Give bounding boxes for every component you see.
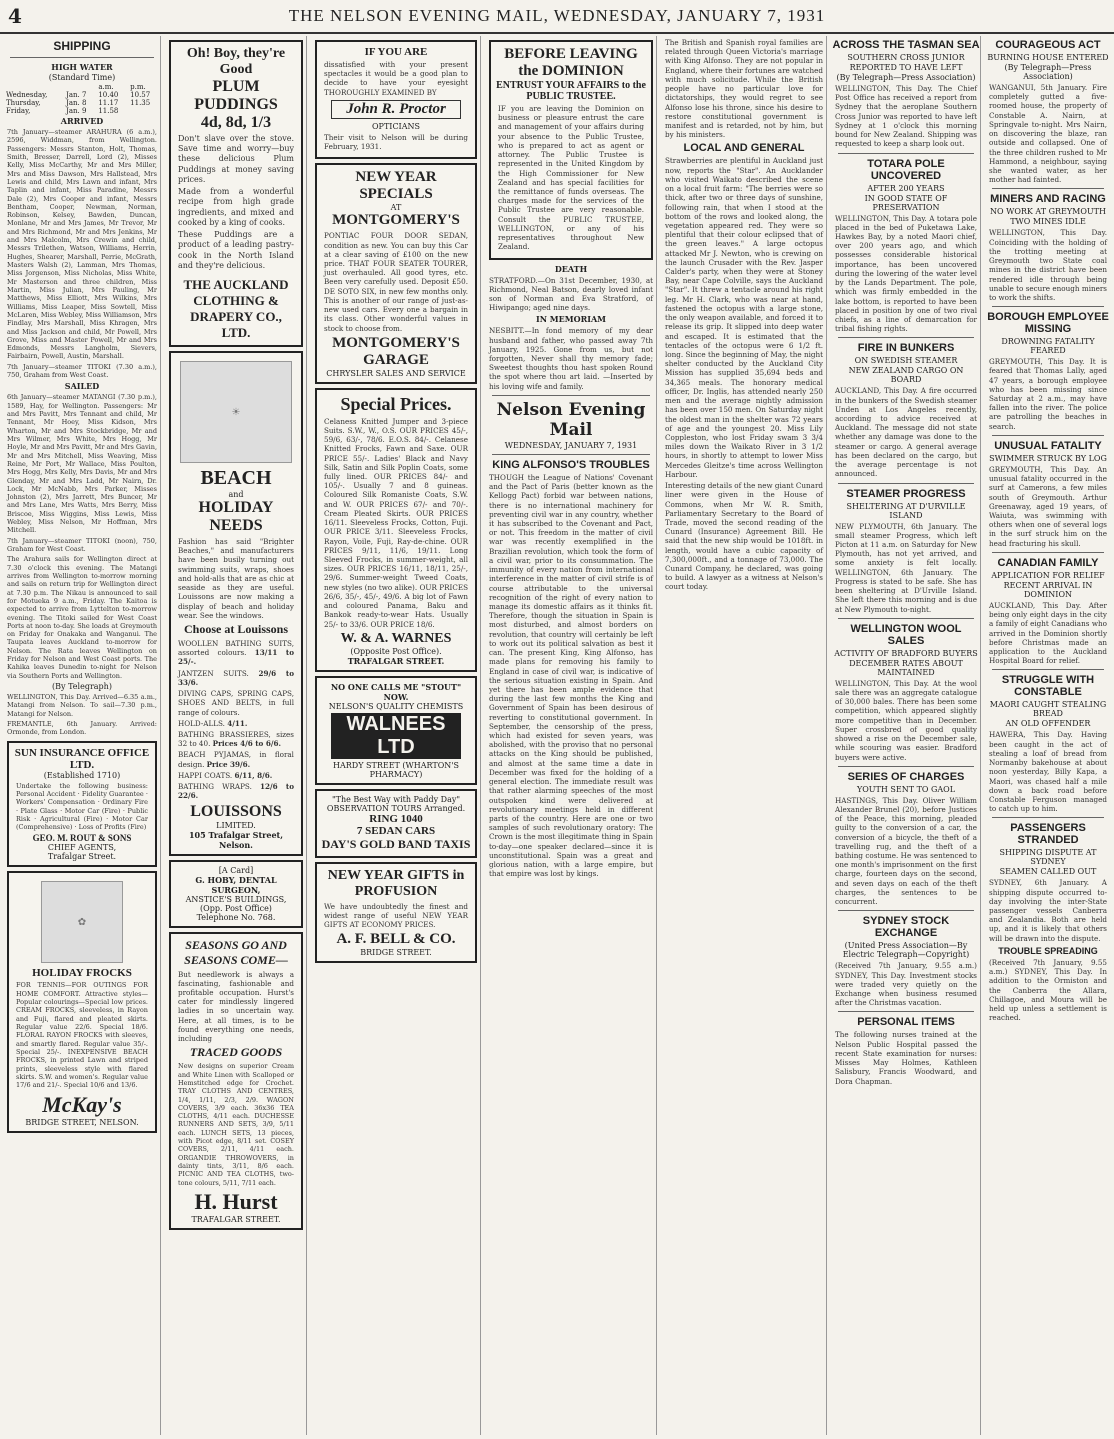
- plum-pudding-ad: [169, 40, 303, 347]
- sun-agents: CHIEF AGENTS,: [47, 843, 117, 853]
- courage-text: WANGANUI, 5th January. Fire completely gutted a five-roomed house, the property of Constable A. Nairn, at Springvale to-night. Mrs Nairn, on discovering the blaze, ran outside and collapsed. One of the three children rushed to Mr Hammond, a neighbour, saying she wanted water, as her mother had fainted.: [989, 83, 1107, 185]
- no-one-headline: NO ONE CALLS ME "STOUT" NOW.: [330, 681, 462, 702]
- totara-text: WELLINGTON, This Day. A totara pole placed in the bed of Puketawa Lake, Hawkes Bay, by a noted Maori chief, over 200 years ago, and which possesses considerable historical importance, has been uncovered during the lowering of the water level by the Lands Department. The pole, which was firmly embedded in the lake bottom, is reported to have been placed in position by one of two rival chiefs, as a line of demarcation for tribal fishing rights.: [835, 213, 977, 334]
- hurst-logo: H. Hurst: [194, 1188, 278, 1214]
- personal-text: The following nurses trained at the Nelson Public Hospital passed the recent State examination for nurses: Misses May Holmes, Kathleen Salisbury, Francis Woodward, and Dora Chapman.: [835, 1030, 977, 1086]
- montgomery-text: PONTIAC FOUR DOOR SEDAN, condition as new. You can buy this Car at a clear saving of £100 on the new price. THAT FOUR SEATER TOURER, just overhauled. All good tyres, etc. Been very carefully used. Deposit £50. DE SOTO SIX, in new few months only. This is another of our range of just-as-new used cars. Every one a bargain in its class. Other wonderful values in stock to choose from.: [324, 231, 468, 333]
- unusual-sub: SWIMMER STRUCK BY LOG: [989, 453, 1107, 463]
- steamer-sub: SHELTERING AT D'URVILLE ISLAND: [846, 501, 966, 520]
- montgomery-garage: MONTGOMERY'S GARAGE: [332, 334, 460, 368]
- taxi-ad: [315, 789, 477, 858]
- nem-nameplate: Nelson Evening Mail: [496, 399, 646, 440]
- list-item: BATHING BRASSIERES, sizes 32 to 40. Prices 4/6 to 6/6.: [178, 729, 294, 749]
- before-leaving: BEFORE LEAVING the DOMINION: [504, 46, 638, 79]
- column-7: [986, 36, 1110, 1435]
- proctor-visit: Their visit to Nelson will be during February, 1931.: [324, 132, 468, 152]
- steamer-heading: STEAMER PROGRESS: [846, 487, 966, 500]
- ring-line: RING 1040: [369, 812, 423, 825]
- cunard-text: Interesting details of the new giant Cunard liner were given in the House of Commons, when Mr W. R. Smith, Parliamentary Secretary to the Board of Trade, moved the second reading of the Cunard (Insurance) Agreement Bill. He said that the new ship would be 1018ft. in length, would have a cubic capacity of 7,300,000ft., and a tonnage of 73,000. The Cunard Company, he declared, was going to build. A lawyer as a witness at Nelson's court today.: [665, 481, 824, 592]
- totara-sub-2: IN GOOD STATE OF PRESERVATION: [864, 193, 948, 212]
- sun-address: Trafalgar Street.: [47, 852, 117, 862]
- chrysler-line: CHRYSLER SALES AND SERVICE: [326, 368, 466, 378]
- sun-insurance-ad: [7, 741, 157, 868]
- traced-text: New designs on superior Cream and White Linen with Scalloped or Hemstitched edge for Crochet. TRAY CLOTHS AND CENTRES, 1/4, 1/11, 2/3, 2/9. WAGON COVERS, 3/9 each. 36x36 TEA CLOTHS, 4/11 each. DUCHESSE RUNNERS AND SETS, 3/9, 5/11 each. LUNCH SETS, 13 pieces, with Picot edge, 8/11 set. COSEY COVERS, 2/11, 4/11 each. ORGANDIE THROWOVERS, in dainty tints, 3/11, 8/6 each. PICNIC AND TEA CLOTHS, two-tone colours, 5/11, 7/11 each.: [178, 1062, 294, 1187]
- column-3: [312, 36, 481, 1435]
- tasman-sub-2: REPORTED TO HAVE LEFT: [849, 63, 963, 72]
- louissons-ltd: LIMITED.: [216, 820, 256, 830]
- sun-lines: Undertake the following business: Personal Accident · Fidelity Guarantee · Workers' Compensation · Ordinary Fire · Plate Glass · Motor Car (Fire) · Public Risk · Agricultural (Fire) · Motor Car (Comprehensive) · Loss of Profits (Fire): [16, 781, 148, 832]
- tasman-text: WELLINGTON, This Day. The Chief Post Office has received a report from Sydney that the aeroplane Southern Cross Junior was reported to have left Sydney at 1 o'clock this morning bound for New Zealand. Shipping was requested to keep a sharp look out.: [835, 84, 977, 149]
- wool-sub-2: DECEMBER RATES ABOUT MAINTAINED: [849, 658, 963, 677]
- totara-sub: AFTER 200 YEARS: [867, 183, 945, 193]
- tasman-heading: ACROSS THE TASMAN SEA: [832, 39, 980, 51]
- telegraph-line: (By Telegraph): [52, 682, 112, 691]
- bell-address: BRIDGE STREET.: [360, 948, 432, 958]
- canadian-sub: APPLICATION FOR RELIEF: [991, 570, 1105, 580]
- proctor-sub: OPTICIANS: [372, 121, 420, 131]
- mckay-ad: [7, 871, 157, 1132]
- hurst-address: TRAFALGAR STREET.: [191, 1214, 281, 1224]
- table-row: Friday, Jan. 9 11.58: [6, 107, 119, 115]
- wool-text: WELLINGTON, This Day. At the wool sale there was an aggregate catalogue of 30,000 bales. There has been some competition, which appeared slightly more competitive than in December. Super crossbred of good quality showed a rise on the December sale, while scouring was easier. Bradford buyers were active.: [835, 678, 977, 762]
- borough-text: GREYMOUTH, This Day. It is feared that Thomas Lally, aged 47 years, a borough employee who has been missing since Saturday at 2 a.m., may have fallen into the river. The police are patrolling the beaches in search.: [989, 357, 1107, 431]
- unusual-text: GREYMOUTH, This Day. An unusual fatality occurred in the surf at Camerons, a few miles south of Greymouth. Arthur Greenaway, aged 19 years, of Waiuta, was swimming with others when one of several logs in the surf struck him on the head fracturing his skull.: [989, 464, 1107, 548]
- bunkers-heading: FIRE IN BUNKERS: [857, 342, 955, 355]
- sydney-text: (Received 7th January, 9.55 a.m.) SYDNEY, This Day. Investment stocks were traded very quietly on the Exchange when business resumed after the Christmas vacation.: [835, 961, 977, 1008]
- hoby-building: ANSTICE'S BUILDINGS, (Opp. Post Office): [185, 894, 287, 913]
- wellington-shipping: WELLINGTON, This Day. Arrived—6.35 a.m., Matangi from Nelson. To sail—7.30 p.m., Matangi for Nelson.: [7, 693, 157, 718]
- wool-heading: WELLINGTON WOOL SALES: [850, 622, 962, 647]
- bunkers-text: AUCKLAND, This Day. A fire occurred in the bunkers of the Swedish steamer Unden at Los Angeles recently, according to advice received at Auckland. The message did not state whether any damage was done to the steamer or cargo. A general average has been declared on the cargo, but the average percentage is not announced.: [835, 386, 977, 479]
- steamer-text: NEW PLYMOUTH, 6th January. The small steamer Progress, which left Picton at 11 a.m. on Saturday for New Plymouth, has not yet arrived, and some anxiety is felt locally. WELLINGTON, 6th January. The Progress is stated to be safe. She has been sheltering at D'Urville Island. She left there this morning and is due at New Plymouth to-night.: [835, 521, 977, 614]
- pudding-headline: Oh! Boy, they're Good: [186, 46, 286, 77]
- walnees-logo: WALNEES LTD: [331, 713, 461, 759]
- courage-press: (By Telegraph—Press Association): [1004, 63, 1092, 81]
- pudding-price: 4d, 8d, 1/3: [200, 114, 272, 131]
- arrived-heading: ARRIVED: [60, 116, 104, 126]
- warnes-name: W. & A. WARNES: [340, 630, 452, 646]
- sydney-heading: SYDNEY STOCK EXCHANGE: [862, 915, 950, 940]
- death-text: STRATFORD.—On 31st December, 1930, at Richmond, Neal Batson, dearly loved infant son of Norman and Eva Stratford, of Hiwipango; aged nine days.: [489, 275, 653, 313]
- charges-sub: YOUTH SENT TO GAOL: [856, 784, 956, 794]
- bell-name: A. F. BELL & CO.: [336, 931, 456, 948]
- passengers-sub: SHIPPING DISPUTE AT SYDNEY: [999, 848, 1097, 867]
- press-line: (By Telegraph—Press Association): [836, 73, 976, 82]
- memoriam-heading: IN MEMORIAM: [535, 314, 607, 325]
- proctor-text: dissatisfied with your present spectacles it would be a good plan to decide to have your eyesight THOROUGHLY EXAMINED BY: [324, 60, 468, 97]
- louissons-address: 105 Trafalgar Street, Nelson.: [188, 829, 284, 850]
- passengers-heading: PASSENGERS STRANDED: [1010, 822, 1086, 847]
- shipping-heading: SHIPPING: [53, 39, 111, 53]
- canadian-sub-2: RECENT ARRIVAL IN DOMINION: [1003, 580, 1093, 599]
- card-label: [A Card]: [218, 865, 254, 875]
- beach-heading: BEACH: [200, 467, 272, 490]
- page-number: 4: [8, 4, 22, 28]
- masthead: [0, 0, 1114, 34]
- sun-est: (Established 1710): [43, 770, 121, 780]
- gifts-text: We have undoubtedly the finest and widest range of useful NEW YEAR GIFTS AT ECONOMY PRICES.: [324, 901, 468, 930]
- warnes-street: TRAFALGAR STREET.: [347, 655, 445, 666]
- passengers-sub-2: SEAMEN CALLED OUT: [999, 867, 1097, 877]
- mckay-logo: McKay's: [42, 1091, 122, 1117]
- struggle-heading: STRUGGLE WITH CONSTABLE: [1001, 674, 1095, 699]
- beach-illustration: ☀: [180, 361, 292, 463]
- pudding-text-2: Made from a wonderful recipe from high grade ingredients, and mixed and cooked by a king of cooks.: [178, 187, 294, 227]
- choose-heading: Choose at Louissons: [183, 622, 289, 637]
- charges-heading: SERIES OF CHARGES: [847, 770, 965, 783]
- holiday-frocks: HOLIDAY FROCKS: [32, 967, 132, 980]
- proctor-logo: John R. Proctor: [331, 100, 461, 119]
- list-item: DIVING CAPS, SPRING CAPS, SHOES AND BELTS, in full range of colours.: [178, 689, 294, 717]
- sailed-text: 6th January—steamer MATANGI (7.30 p.m.), 1589, Hay, for Wellington. Passengers: Mr and Mrs Pavitt, Mrs Tennant and child, Mr Tennant, Mr Hoey, Miss Kidson, Mrs Wharton, Mr and Mrs Stockbridge, Mr and Mrs Wilmer, Mrs White, Mrs Hogg, Mr Hoyle, Mr and Mrs Pavitt, Mr and Mrs Gavin, Mr and Mrs Mitchell, Miss Weaving, Miss Reine, Mr Port, Mr Wallace, Miss Poulton, Mrs Hogg, Mrs Kelly, Mrs Davis, Mr and Mrs Glenday, Mr and Mrs Ladd, Mr Nairn, Dr. Lock, Mr McNabb, Mrs Parker, Misses Johnston (2), Mrs Jarrett, Mrs Buncer, Mr and Mrs Lane, Mrs Watts, Mrs Berry, Miss Briscoe, Miss Wiggins, Miss Lewis, Miss Webley, Miss Nelson, Mr Hoffman, Mrs Mitchell.: [7, 393, 158, 535]
- louissons-items: [175, 639, 297, 801]
- trouble-heading: TROUBLE SPREADING: [998, 945, 1098, 956]
- local-general-text: Strawberries are plentiful in Auckland just now, reports the "Star". An Aucklander who visited Waikato described the scene on a local fruit farm: "The berries were so thick, after two or three days of sunshine, following rain, that when I stood at the bottom of the rows and looked along, the vegetation appeared red. They were so plentiful that their colour eclipsed that of the green leaves." A large octopus attacked Mr J. Newton, who is crewing on the launch Crusader with the Rev. Jasper Calder's party, when they were at Stoney Bay, near Cape Colville, says the Auckland "Star". It threw a tentacle around his right leg. Mr H. Clark, who was near at hand, fastened the octopus with a large stone, the only weapon available, and forced it to release its grip. It slipped into deep water and escaped. It is estimated that the tentacles of the octopus were 6 1/2 ft. long. Since the beginning of May, the night shelter conducted by the Auckland City Mission has supplied 35,694 beds and 34,365 meals. The honorary medical officer, Dr. Inglis, has attended nearly 250 men and the average nightly admission has been over 150 men. On Saturday night the oldest man in the shelter was 72 years of age and the youngest 20. Miss Lily Coppleston, who lost Friday swam 3 3/4 miles down the Waikato River in 3 1/2 hours, in shortly to attempt to lower Miss Mercedes Gleitze's time across Wellington Harbour.: [665, 156, 823, 479]
- mckay-address: BRIDGE STREET, NELSON.: [25, 1117, 139, 1127]
- montgomery-name: MONTGOMERY'S: [332, 212, 460, 229]
- special-prices: Special Prices.: [340, 393, 452, 414]
- king-alfonso-heading: KING ALFONSO'S TROUBLES: [492, 458, 650, 471]
- pudding-text: Don't slave over the stove. Save time and worry—buy these delicious Plum Puddings at money saving prices.: [178, 134, 294, 184]
- unusual-heading: UNUSUAL FATALITY: [994, 439, 1102, 452]
- and-word: and: [228, 490, 244, 500]
- bunkers-sub: ON SWEDISH STEAMER: [854, 356, 958, 366]
- miners-sub: NO WORK AT GREYMOUTH: [990, 207, 1106, 217]
- column-2: [166, 36, 307, 1435]
- sailed-heading: SAILED: [64, 381, 100, 392]
- bunkers-sub-2: NEW ZEALAND CARGO ON BOARD: [848, 366, 964, 385]
- bell-ad: [315, 862, 477, 964]
- montgomery-ad: [315, 163, 477, 383]
- list-item: HOLD-ALLS. 4/11.: [178, 718, 248, 728]
- gifts-heading: NEW YEAR GIFTS in PROFUSION: [327, 867, 465, 899]
- shipping-notes: The Arahura sails for Wellington direct at 7.30 o'clock this evening. The Matangi arrives from Wellington to-morrow morning and sails on return trip for Wellington direct at 7.30 p.m. The Nikau is announced to sail for Motueka 9 a.m., Friday. The Kaitoa is expected to arrive from Lyttelton to-morrow evening. The Titoki sailed for West Coast Ports at noon to-day. She loads at Greymouth on Friday for Onakaka and Wanganui. The Taupata leaves Auckland to-morrow for Nelson. The Rata leaves Wellington on Friday for Nelson and West Coast ports. The Kahika leaves Dunedin to-night for Nelson via Southern Ports and Wellington.: [7, 555, 157, 680]
- public-trustee-ad: [489, 40, 653, 260]
- sun-title: SUN INSURANCE OFFICE LTD.: [14, 746, 150, 771]
- hoby-telephone: Telephone No. 768.: [196, 912, 276, 922]
- personal-heading: PERSONAL ITEMS: [857, 1016, 955, 1029]
- sedan-line: 7 SEDAN CARS: [356, 824, 436, 837]
- walnees-sub: HARDY STREET (WHARTON'S PHARMACY): [333, 760, 459, 779]
- proctor-headline: IF YOU ARE: [364, 46, 428, 58]
- walnees-ad: [315, 676, 477, 785]
- table-row: Wednesday, Jan. 7 10.40 10.57: [6, 91, 151, 99]
- list-item: HAPPI COATS. 6/11, 8/6.: [178, 770, 273, 780]
- hoby-name: G. HOBY, DENTAL SURGEON,: [195, 874, 277, 895]
- dress-illustration: ✿: [41, 881, 123, 963]
- holiday-needs: HOLIDAY NEEDS: [198, 499, 274, 535]
- death-heading: DEATH: [554, 263, 588, 274]
- titoki-arrived: 7th January—steamer TITOKI (7.30 a.m.), 750, Graham from West Coast.: [7, 362, 157, 380]
- column-6: [832, 36, 981, 1435]
- miners-text: WELLINGTON, This Day. Coinciding with the holding of the trotting meeting at Greymouth two State coal mines in the district have been rendered idle through being unable to secure enough miners to work the shifts.: [989, 228, 1107, 302]
- struggle-sub: MAORI CAUGHT STEALING BREAD: [989, 700, 1107, 719]
- paddy-line: "The Best Way with Paddy Day": [331, 794, 461, 804]
- holiday-text: FOR TENNIS—FOR OUTINGS FOR HOME COMFORT. Attractive styles—Popular colourings—Special low prices. CREAM FROCKS, sleeveless, in Rayon and Fuji, flared and pleated skirts. Regular value 22/6. Special 18/6. FLORAL RAYON FROCKS with sleeves, and smartly flared. Regular value 35/-. Special 25/-. INEXPENSIVE BEACH FROCKS, in printed Lawn and striped prints, sleeveless style with flared skirts. S.W. and women's. Regular value 17/6 and 21/-. Special 10/6 and 13/6.: [16, 981, 148, 1090]
- miners-heading: MINERS AND RACING: [990, 193, 1106, 206]
- arrived-text: 7th January—steamer ARAHURA (6 a.m.), 2596, Widdman, from Wellington. Passengers: Messrs Stanton, Holt, Thomas, Smith, Bresser, Darrell, Lord (2), Misses Kelly, Miss McCarthy, Mr and Mrs Miller, Mrs and Miss Dawson, Mrs Hallstead, Mrs Lewis and child, Mrs Lawn and infant, Mrs Taplin and infant, Miss Paradine, Messrs Dale (2), Mrs Cooper and infant, Messrs Bentham, Cooper, Newman, Norman, Robinson, Kelsey, Bawden, Duncan, Monlane, Mr and Mrs James, Mr Trevor, Mr and Mrs Richmond, Mr and Mrs Jenkins, Mr and Mrs Malcolm, Mrs Crewin and child, Messrs Trilethen, Watson, Williams, Herrin, Hughes, Shearer, Marshall, Perrie, McGrath, Masters Walsh (2), Lamman, Mrs Thomas, Miss Jorgenson, Miss Nicholas, Miss White, Mr Masterson and three children, Miss Martin, Miss Julian, Mrs Pauling, Mr Matthews, Miss Elliott, Mrs Wilkins, Mrs Williams, Miss Leaper, Miss Sowtell, Miss McLaren, Miss Webley, Miss Williamson, Mrs Findlay, Mrs Marshall, Miss Khragen, Mrs and Miss Jackson and child, Mr Powell, Mrs Grove, Miss and Master Powell, Mr and Mrs Edmonds, Messrs Langholm, Sievers, Fairbairn, Powell, Austin, Marshall.: [7, 128, 157, 361]
- seasons-heading: SEASONS GO AND SEASONS COME—: [184, 937, 288, 967]
- list-item: BEACH PYJAMAS, in floral design. Price 39/6.: [178, 750, 294, 769]
- trouble-text: (Received 7th January, 9.55 a.m.) SYDNEY, This Day. In addition to the Ormiston and the Canberra the Allara, Chillagoe, and Moura will be held up unless a settlement is reached.: [989, 957, 1107, 1023]
- king-alfonso-text: THOUGH the League of Nations' Covenant and the Pact of Paris (better known as the Kellogg Pact) forbid war between nations, there is no international machinery for preventing civil war in any country, whether it has subscribed to the Covenant and Pact, or not. This freedom in the matter of civil war was recently exemplified in the Brazilian revolution, which took the form of a civil war, prior to its consummation. The immunity of every nation from international interference in the matter of civil strife is of course attributable to the universal recognition of the right of every nation to manage its domestic affairs as it thinks fit. Therefore, though the situation in Spain is most disturbed, and almost borders on revolution, that country will certainly be left to work out its political salvation as best it can. The present King, King Alfonso, has made plans for removing his family to England in case of civil war, is indicative of the serious situation existing in Spain. And yet there has been ample evidence that during the last few months the King and Government of Spain has been desirous of reverting to constitutional government. In September, the censorship of the press, which had existed for seven years, was abolished, with the proviso that no personal attacks on the King should be published, and almost at the same time a date in December was fixed for the holding of a general election. The immediate result was that rather alarming speeches of the most outspoken kind were delivered at revolutionary meetings held in different parts of the country. Here are one or two samples of such revolutionary oratory: The Crown is the most illegitimate thing in Spain to-day—one speaker declared—since it is unconstitutional. Spain was a great and glorious nation, with a large empire, but that empire was lost by kings.: [489, 472, 653, 879]
- borough-heading: BOROUGH EMPLOYEE MISSING: [987, 311, 1109, 336]
- courage-sub: BURNING HOUSE ENTERED: [987, 53, 1109, 62]
- auckland-clothing: THE AUCKLAND CLOTHING & DRAPERY CO., LTD.: [183, 277, 289, 341]
- column-4: [486, 36, 657, 1435]
- memoriam-text: NESBITT.—In fond memory of my dear husband and father, who passed away 7th January, 1925. Gone from us, but not forgotten, Never shall thy memory fade; Sweetest thoughts thou hast spoken Round the spot where thou art laid. —Inserted by his loving wife and family.: [489, 326, 653, 391]
- proctor-ad: [315, 40, 477, 159]
- traced-heading: TRACED GOODS: [189, 1045, 283, 1060]
- fremantle-shipping: FREMANTLE, 6th January. Arrived: Ormonde, from London.: [7, 719, 157, 737]
- passengers-text: SYDNEY, 6th January. A shipping dispute occurred to-day involving the inter-State passenger vessels Canberra and Zealandia. Both are held up, and it is likely that others will be drawn into the dispute.: [989, 878, 1107, 943]
- tide-table: a.m. p.m. Wednesday, Jan. 7 10.40 10.57 Thursday, Jan. 8 11.17 11.35 Friday, Jan. 9 11.58: [4, 83, 160, 115]
- tours-line: OBSERVATION TOURS Arranged.: [326, 803, 466, 813]
- miners-sub-2: TWO MINES IDLE: [1010, 217, 1086, 227]
- warnes-ad: [315, 388, 477, 672]
- list-item: JANTZEN SUITS. 29/6 to 33/6.: [178, 668, 294, 687]
- charges-text: HASTINGS, This Day. Oliver William Alexander Brunel (20), before Justices of the Peace, this morning, pleaded guilty to the conversion of a car, the conversion of a bicycle, the theft of a travelling rug, and the theft of a bathing costume. He was sentenced to one month's imprisonment on the first charge, fourteen days on the second, and seven days on each of the theft charges, the sentences to be concurrent.: [835, 795, 977, 907]
- list-item: WOOLLEN BATHING SUITS, assorted colours. 13/11 to 25/-.: [178, 639, 294, 667]
- warnes-sub: (Opposite Post Office).: [350, 646, 442, 656]
- column-1: [4, 36, 161, 1435]
- walnees-top: NELSON'S QUALITY CHEMISTS: [328, 701, 464, 711]
- tasman-sub: SOUTHERN CROSS JUNIOR: [847, 53, 965, 62]
- editorial-date: WEDNESDAY, JANUARY 7, 1931: [504, 440, 638, 450]
- new-year-specials: NEW YEAR SPECIALS: [355, 169, 437, 203]
- at-label: AT: [390, 203, 402, 213]
- special-text: Celaness Knitted Jumper and 3-piece Suits. S.W., W., O.S. OUR PRICES 45/-, 59/6, 63/-, 78/6. E.O.S. 84/-. Celanese Knitted Frocks, Fawn and Saxe. OUR PRICE 55/-. Ladies' Black and Navy Silk, Satin and Silk Poplin Coats, some fully lined. OUR PRICES 84/- and 105/-. Usually 7 and 8 guineas. Coloured Silk Romaniste Coats, S.W. and W. OUR PRICES 67/- and 70/-. Cream Pleated Skirts. OUR PRICES 16/11. Sleeveless Frocks, Cotton, Fuji. OUR PRICE 3/11. Sleeveless Frocks, Rayon, Voile, Fuji, Ray-de-chine. OUR PRICES 9/11, 11/6, 19/11. Long Sleeved Frocks, in summer-weight, all sizes. OUR PRICES 16/11, 18/11, 25/-, 29/6. Summer-weight Tweed Coats, new styles (no two alike). OUR PRICES 26/6, 35/-, 45/-, 49/6. A big lot of Fawn and coloured Panama, Baku and Bankok ready-to-wear Hats. Usually 25/- to 33/6. OUR PRICE 18/6.: [324, 416, 468, 629]
- titoki-sailed: 7th January—steamer TITOKI (noon), 750, Graham for West Coast.: [7, 536, 157, 553]
- struggle-sub-2: AN OLD OFFENDER: [1005, 719, 1091, 729]
- entrust-line: ENTRUST YOUR AFFAIRS to the PUBLIC TRUSTEE.: [496, 80, 646, 102]
- list-item: BATHING WRAPS. 12/6 to 22/6.: [178, 782, 294, 801]
- days-taxi: DAY'S GOLD BAND TAXIS: [321, 836, 471, 851]
- beach-text: Fashion has said "Brighter Beaches," and manufacturers have been busily turning out swimming suits, wraps, shoes and hold-alls that are as chic at seaside as they are useful. Louissons are now making a display of beach and holiday wear. See the windows.: [178, 537, 294, 620]
- sun-agent: GEO. M. ROUT & SONS: [32, 833, 132, 844]
- louissons-logo: LOUISSONS: [190, 802, 282, 820]
- newspaper-title: THE NELSON EVENING MAIL, WEDNESDAY, JANUARY 7, 1931: [288, 6, 826, 25]
- courage-heading: COURAGEOUS ACT: [995, 39, 1101, 51]
- table-row: Thursday, Jan. 8 11.17 11.35: [6, 99, 151, 107]
- column-5: [662, 36, 827, 1435]
- hurst-ad: [169, 932, 303, 1230]
- pudding-text-3: These Puddings are a product of a leading pastry-cook in the North Island and they're delicious.: [178, 230, 294, 270]
- high-water-heading: HIGH WATER: [51, 62, 113, 72]
- wool-sub: ACTIVITY OF BRADFORD BUYERS: [834, 648, 978, 658]
- hoby-card: [169, 860, 303, 928]
- standard-time: (Standard Time): [48, 73, 116, 82]
- canadian-heading: CANADIAN FAMILY: [997, 556, 1099, 569]
- local-general-heading: LOCAL AND GENERAL: [683, 142, 805, 155]
- trustee-text: IF you are leaving the Dominion on business or pleasure entrust the care and management of your affairs during your absence to the Public Trustee, who is prepared to act as agent or attorney. The Public Trustee is represented in the United Kingdom by the High Commissioner for New Zealand and has special facilities for the remittance of funds overseas. The charges made for the services of the Public Trustee are very reasonable. Consult the PUBLIC TRUSTEE, WELLINGTON, or any of his representatives throughout New Zealand.: [498, 104, 644, 252]
- seasons-text: But needlework is always a fascinating, fashionable and profitable occupation. Hurst's cater for mindlessly lingered ladies in so uncertain way. Here, at all times, is to be found everything one needs, including: [178, 969, 294, 1044]
- pudding-title: PLUM PUDDINGS: [194, 78, 278, 113]
- canadian-text: AUCKLAND, This Day. After being only eight days in the city a family of eight Canadians who arrived in the Dominion shortly before Christmas made an application to the Auckland Hospital Board for relief.: [989, 600, 1107, 666]
- british-text: The British and Spanish royal families are related through Queen Victoria's marriage with King Alfonso. They are not popular in England, where their fortunes are watched with much solicitude. While the British people have no particular love for dictatorships, they would regret to see Alfonso lose his throne, since his desire to restore constitutional government is manifest and is retarded, not by him, but by his ministers.: [665, 38, 823, 140]
- louissons-ad: [169, 351, 303, 855]
- totara-heading: TOTARA POLE UNCOVERED: [867, 157, 945, 182]
- struggle-text: HAWERA, This Day. Having been caught in the act of stealing a loaf of bread from Normanby bakehouse at about noon yesterday, Billy Kapa, a Maori, was chased half a mile down a back road before Constable Ferguson managed to catch up to him.: [989, 730, 1107, 814]
- borough-sub: DROWNING FATALITY FEARED: [1001, 337, 1095, 356]
- sydney-sub: (United Press Association—By Electric Telegraph—Copyright): [842, 941, 970, 960]
